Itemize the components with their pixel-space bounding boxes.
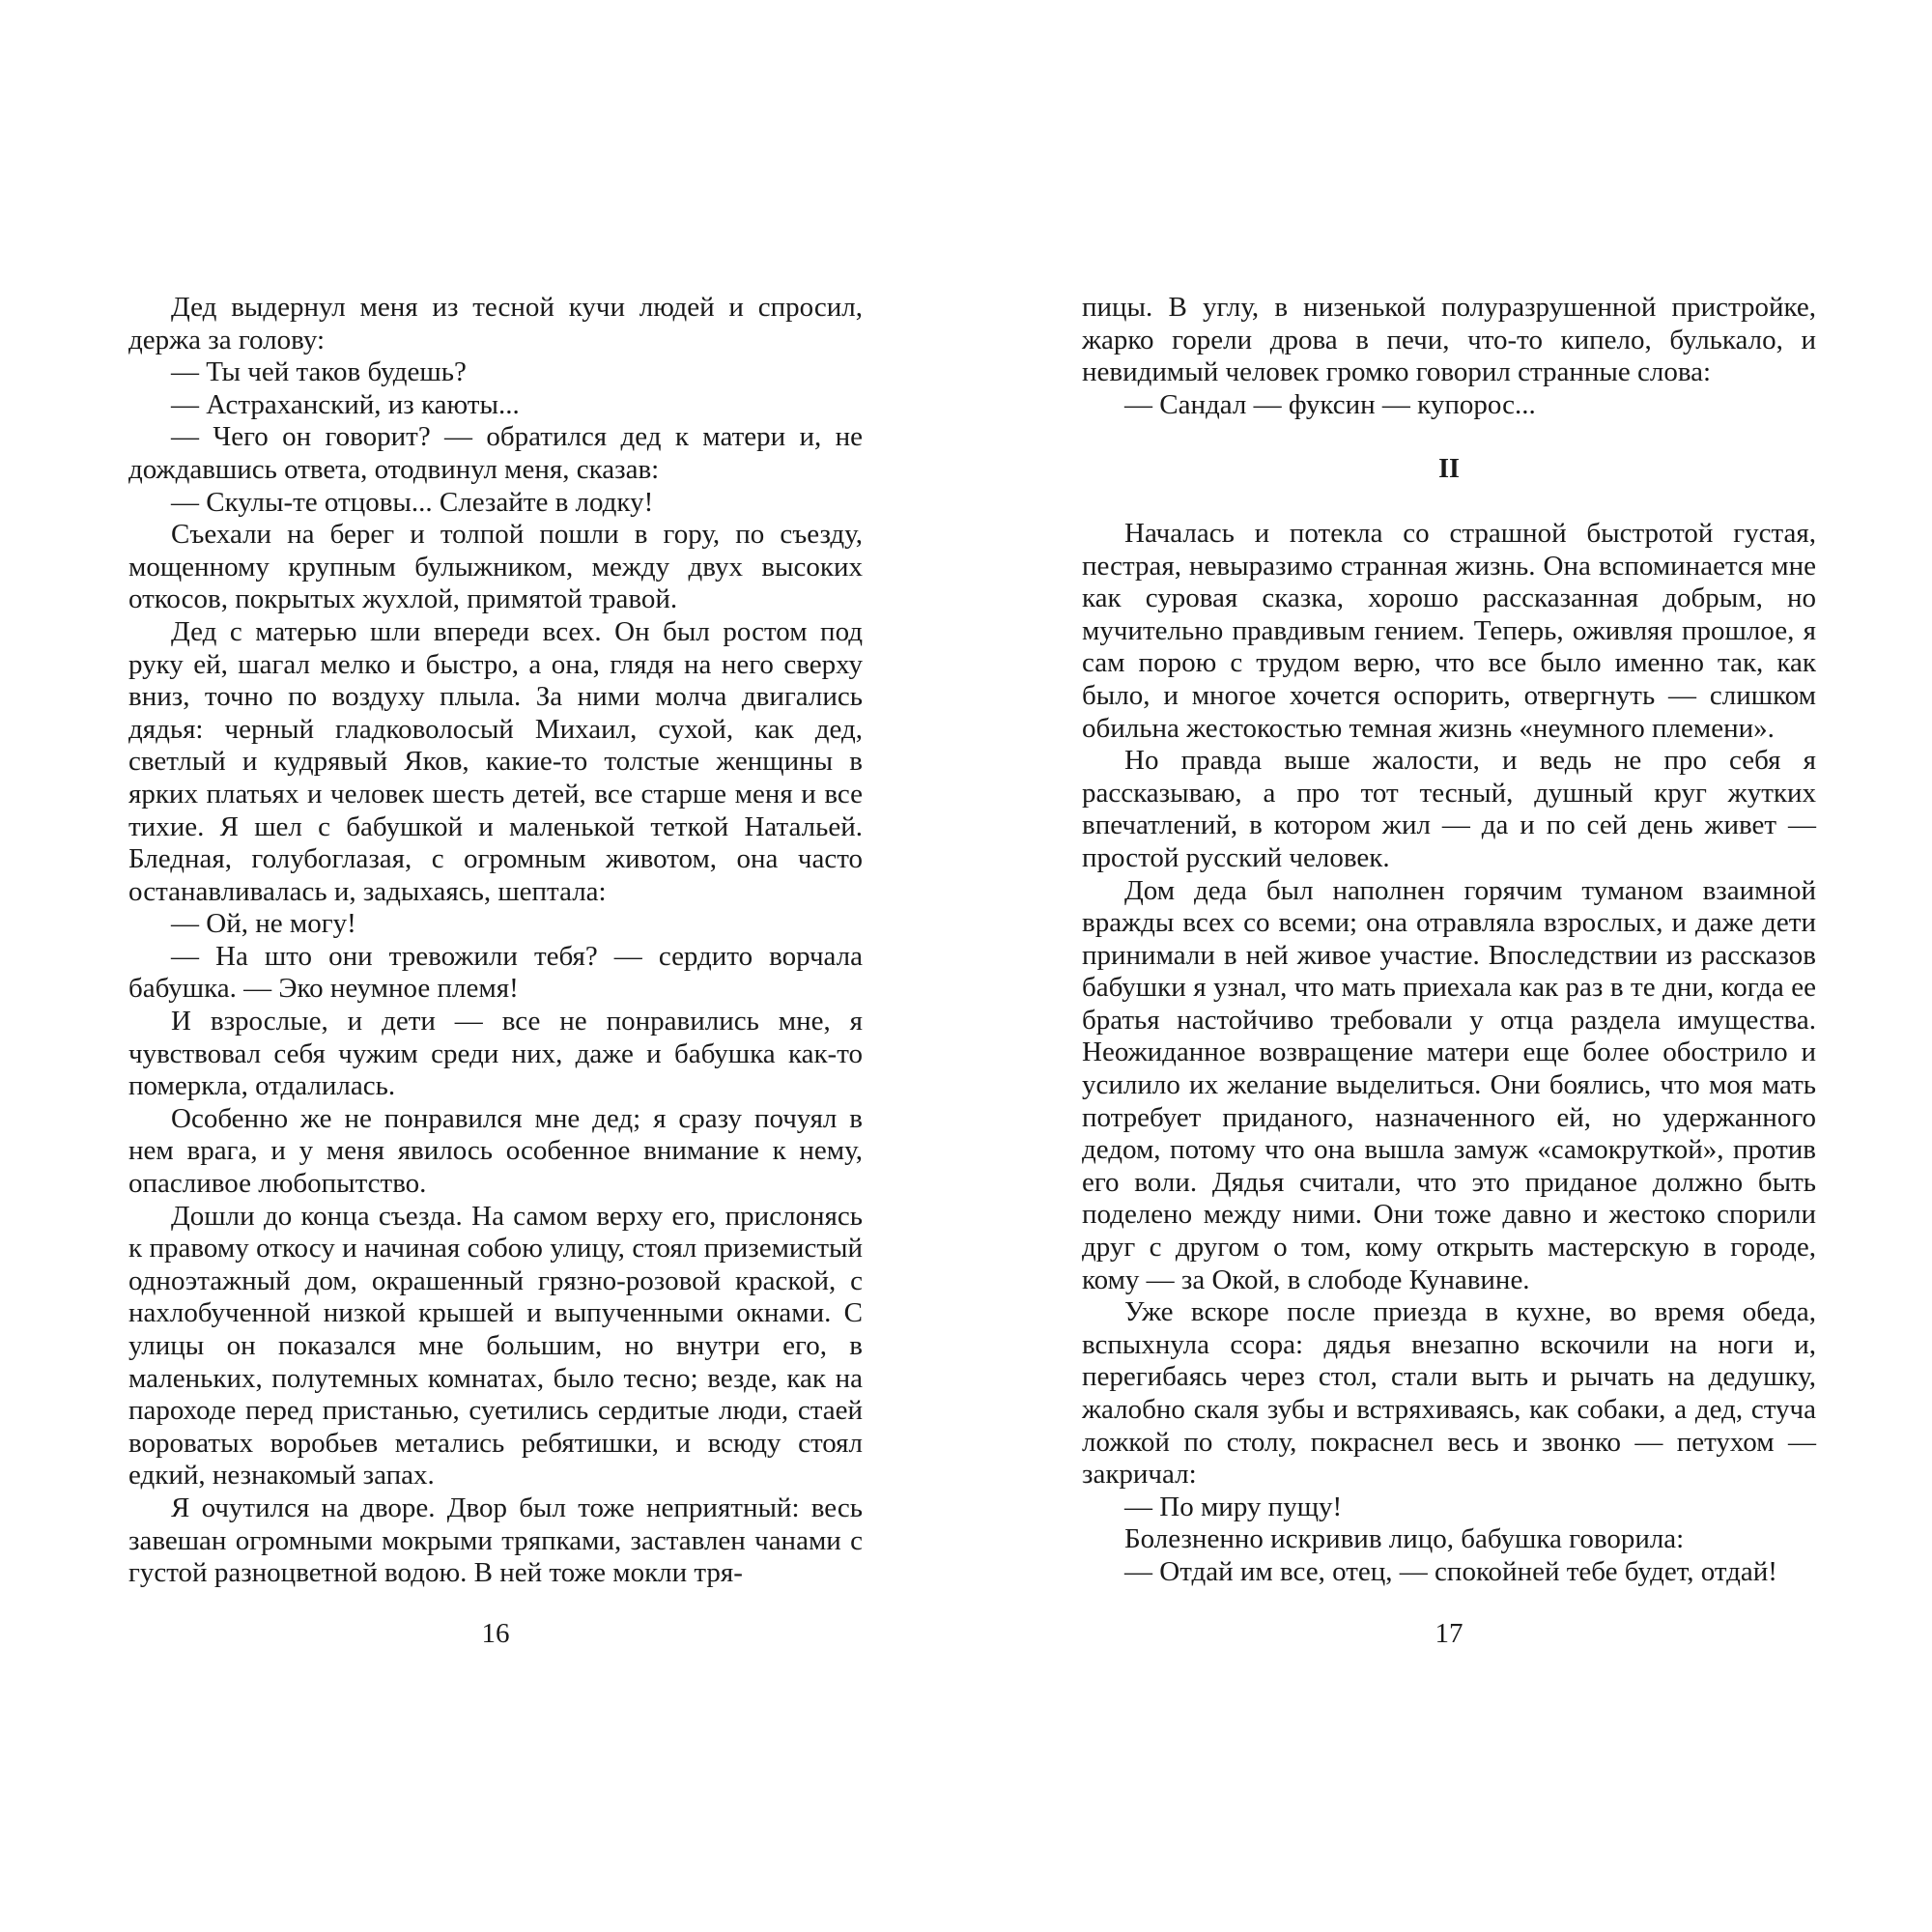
right-paragraph-3: Дом деда был наполнен горячим туманом взаимной вражды всех со всеми; она отравляла взрослых, и даже дети принимали в ней живое участие. Впоследствии из рассказов бабушки я узнал, что мать приехала как раз в те дни, когда ее братья настойчиво требовали у отца раздела имущества. Неожиданное возвращение матери еще более обострило и усилило их желание выделиться. Они боялись, что моя мать потребует приданого, назначенного ей, но удержанного дедом, потому что она вышла замуж «самокруткой», против его воли. Дядья считали, что это приданое должно быть поделено между ними. Они тоже давно и жестоко спорили друг с другом о том, кому открыть мастерскую в городе, кому — за Окой, в слободе Кунавине. (1082, 874, 1816, 1295)
right-paragraph-7: — Отдай им все, отец, — спокойней тебе будет, отдай! (1124, 1555, 1777, 1587)
left-paragraph-8: — Ой, не могу! (171, 908, 356, 940)
left-page (128, 292, 863, 1590)
left-paragraph-12: Дошли до конца съезда. На самом верху его, прислонясь к правому откосу и начиная собою улицу, стоял приземистый одноэтажный дом, окрашенный грязно-розовой краской, с нахлобученной низкой крышей и выпученными окнами. С улицы он показался мне большим, но внутри его, в маленьких, полутемных комнатах, было тесно; везде, как на пароходе перед пристанью, суетились сердитые люди, стаей вороватых воробьев метались ребятишки, и всюду стоял едкий, незнакомый запах. (128, 1200, 863, 1492)
left-paragraph-5: — Скулы-те отцовы... Слезайте в лодку! (171, 486, 654, 518)
left-paragraph-3: — Астраханский, из каюты... (171, 388, 520, 420)
page-number-left: 16 (481, 1618, 510, 1649)
right-continuation-dialogue: — Сандал — фуксин — купорос... (1124, 388, 1536, 420)
right-paragraph-6: Болезненно искривив лицо, бабушка говорила: (1124, 1523, 1685, 1555)
left-paragraph-2: — Ты чей таков будешь? (171, 356, 467, 388)
right-paragraph-1: Началась и потекла со страшной быстротой густая, пестрая, невыразимо странная жизнь. Она вспоминается мне как суровая сказка, хорошо рассказанная добрым, но мучительно правдивым гением. Теперь, оживляя прошлое, я сам порою с трудом верю, что все было именно так, как было, и многое хочется оспорить, отвергнуть — слишком обильна жестокостью темная жизнь «неумного племени». (1082, 517, 1816, 744)
left-paragraph-10: И взрослые, и дети — все не понравились мне, я чувствовал себя чужим среди них, даже и бабушка как-то померкла, отдалилась. (128, 1006, 863, 1102)
right-paragraph-5: — По миру пущу! (1124, 1491, 1343, 1522)
left-paragraph-11: Особенно же не понравился мне дед; я сразу почуял в нем врага, и у меня явилось особенное внимание к нему, опасливое любопытство. (128, 1102, 863, 1200)
right-paragraph-4: Уже вскоре после приезда в кухне, во время обеда, вспыхнула ссора: дядья внезапно вскочили на ноги и, перегибаясь через стол, стали выть и рычать на дедушку, жалобно скаля зубы и встряхиваясь, как собаки, а дед, стуча ложкой по столу, покраснел весь и звонко — петухом — закричал: (1082, 1296, 1816, 1491)
right-page (1082, 292, 1816, 1589)
chapter-heading: II (1438, 454, 1460, 485)
left-paragraph-7: Дед с матерью шли впереди всех. Он был ростом под руку ей, шагал мелко и быстро, а она, глядя на него сверху вниз, точно по воздуху плыла. За ними молча двигались дядья: черный гладковолосый Михаил, сухой, как дед, светлый и кудрявый Яков, какие-то толстые женщины в ярких платьях и человек шесть детей, все старше меня и все тихие. Я шел с бабушкой и маленькой теткой Натальей. Бледная, голубоглазая, с огромным животом, она часто останавливалась и, задыхаясь, шептала: (128, 615, 863, 907)
page-number-right: 17 (1435, 1618, 1463, 1649)
right-continuation: пицы. В углу, в низенькой полуразрушенной пристройке, жарко горели дрова в печи, что-то кипело, булькало, и невидимый человек громко говорил странные слова: (1082, 292, 1816, 388)
left-paragraph-6: Съехали на берег и толпой пошли в гору, по съезду, мощенному крупным булыжником, между двух высоких откосов, покрытых жухлой, примятой травой. (128, 519, 863, 615)
left-paragraph-13: Я очутился на дворе. Двор был тоже неприятный: весь завешан огромными мокрыми тряпками, заставлен чанами с густой разноцветной водою. В ней тоже мокли тря- (128, 1492, 863, 1589)
left-paragraph-9: — На што они тревожили тебя? — сердито ворчала бабушка. — Эко неумное племя! (128, 940, 863, 1005)
left-paragraph-1: Дед выдернул меня из тесной кучи людей и спросил, держа за голову: (128, 292, 863, 355)
right-paragraph-2: Но правда выше жалости, и ведь не про себя я рассказываю, а про тот тесный, душный круг жутких впечатлений, в котором жил — да и по сей день живет — простой русский человек. (1082, 745, 1816, 873)
left-paragraph-4: — Чего он говорит? — обратился дед к матери и, не дождавшись ответа, отодвинул меня, сказав: (128, 421, 863, 485)
